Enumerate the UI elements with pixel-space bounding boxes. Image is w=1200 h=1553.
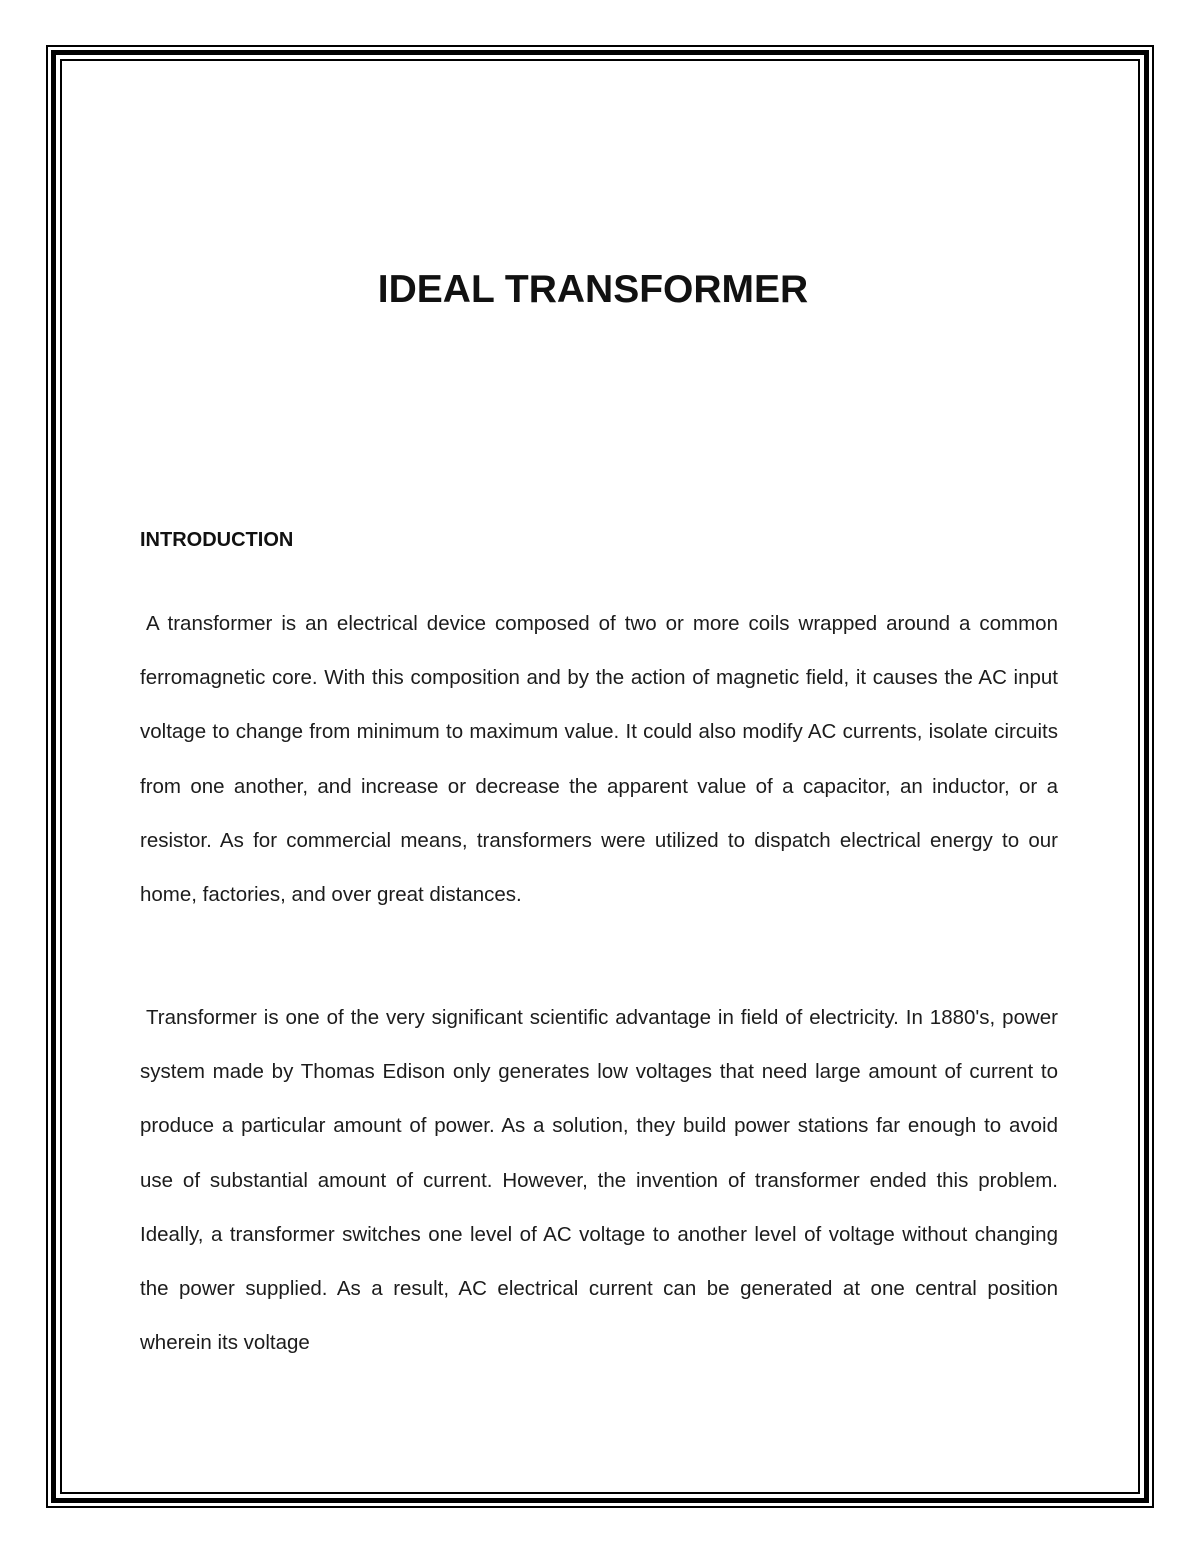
document-title: IDEAL TRANSFORMER bbox=[377, 268, 809, 311]
paragraph-2: Transformer is one of the very significant scientific advantage in field of electricity. In 1880's, power system made by Thomas Edison only generates low voltages that need large amount of current to produce a particular amount of power. As a solution, they build power stations far enough to avoid use of substantial amount of current. However, the invention of transformer ended this problem. Ideally, a transformer switches one level of AC voltage to another level of voltage without changing the power supplied. As a result, AC electrical current can be generated at one central position wherein its voltage bbox=[140, 1006, 1058, 1355]
paragraph-1: A transformer is an electrical device composed of two or more coils wrapped around a common ferromagnetic core. With this composition and by the action of magnetic field, it causes the AC input voltage to change from minimum to maximum value. It could also modify AC currents, isolate circuits from one another, and increase or decrease the apparent value of a capacitor, an inductor, or a resistor. As for commercial means, transformers were utilized to dispatch electrical energy to our home, factories, and over great distances. bbox=[140, 612, 1058, 907]
section-heading-introduction: INTRODUCTION bbox=[140, 529, 294, 551]
